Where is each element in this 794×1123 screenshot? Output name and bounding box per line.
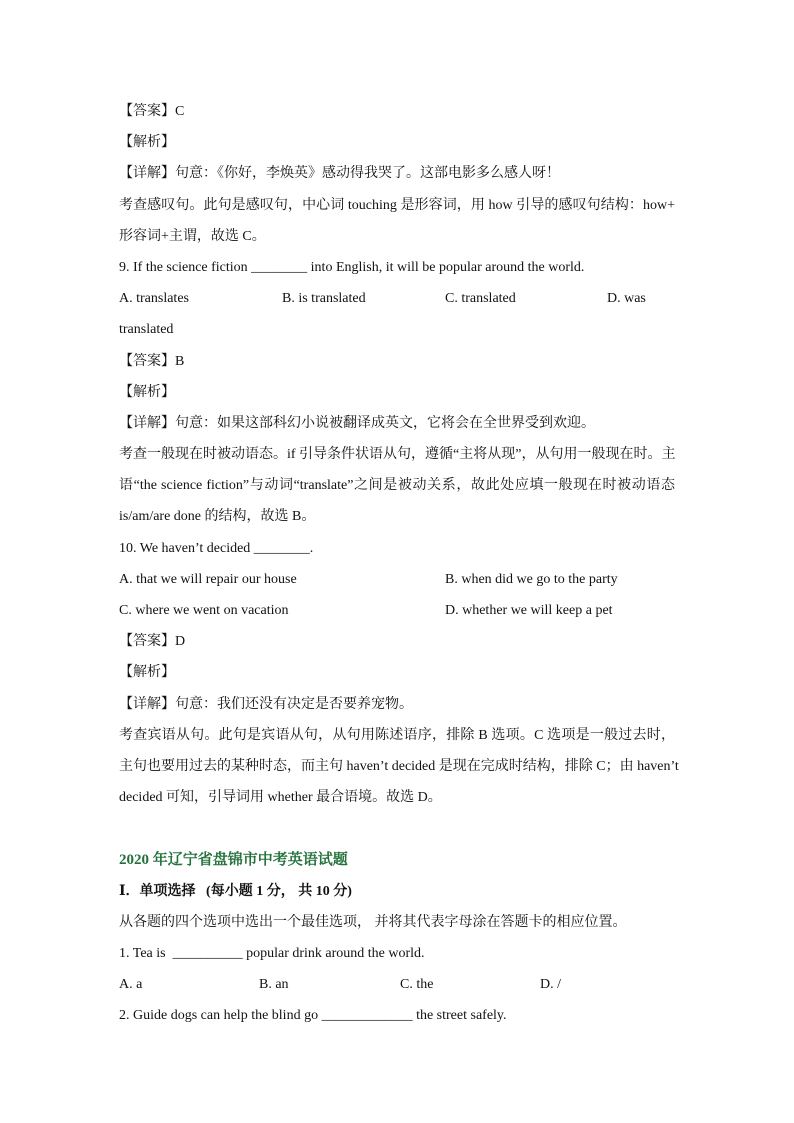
q8-explanation-line: 考查感叹句。此句是感叹句，中心词 touching 是形容词，用 how 引导的感叹句结构：how+ (119, 197, 675, 213)
q9-answer: 【答案】B (119, 353, 185, 369)
q9-analysis-label: 【解析】 (119, 384, 175, 400)
q9-option-d-continued: translated (119, 322, 174, 338)
q10-answer: 【答案】D (119, 634, 186, 650)
q10-options-row (119, 595, 794, 626)
q9-explanation-line: 语“the science fiction”与动词“translate”之间是被动关系，故此处应填一般现在时被动语态 (119, 478, 675, 494)
q9-option-c: C. translated (445, 291, 516, 307)
q10-option-c: C. where we went on vacation (119, 603, 289, 618)
q10-detail: 【详解】句意：我们还没有决定是否要养宠物。 (119, 696, 413, 712)
q1-option-c: C. the (400, 977, 434, 993)
q9-explanation-line: is/am/are done 的结构，故选 B。 (119, 509, 316, 525)
q1-option-b: B. an (259, 977, 289, 993)
q10-analysis-label: 【解析】 (119, 665, 175, 681)
q10-options-row (119, 564, 794, 595)
q8-analysis-label: 【解析】 (119, 135, 175, 151)
q10-option-b: B. when did we go to the party (445, 571, 618, 587)
section-instructions: 从各题的四个选项中选出一个最佳选项， 并将其代表字母涂在答题卡的相应位置。 (119, 914, 627, 930)
section-title: 2020 年辽宁省盘锦市中考英语试题 (119, 851, 348, 868)
q9-option-b: B. is translated (282, 291, 366, 307)
q10-explanation-line: decided 可知，引导词用 whether 最合语境。故选 D。 (119, 790, 442, 806)
q2-stem: 2. Guide dogs can help the blind go _____________ the street safely. (119, 1008, 507, 1024)
q1-option-d: D. / (540, 977, 561, 993)
q9-option-a: A. translates (119, 291, 189, 307)
q8-explanation-line: 形容词+主谓，故选 C。 (119, 228, 266, 244)
q1-option-a: A. a (119, 977, 143, 993)
q10-explanation-line: 主句也要用过去的某种时态，而主句 haven’t decided 是现在完成时结构，排除 C；由 haven’t (119, 758, 679, 774)
q10-option-d: D. whether we will keep a pet (445, 603, 613, 618)
section-heading: Ⅰ．单项选择 (每小题 1 分， 共 10 分) (119, 883, 352, 899)
q8-answer: 【答案】C (119, 104, 185, 119)
q9-detail: 【详解】句意：如果这部科幻小说被翻译成英文，它将会在全世界受到欢迎。 (119, 415, 595, 431)
q9-options-row (119, 283, 794, 314)
q8-detail: 【详解】句意：《你好，李焕英》感动得我哭了。这部电影多么感人呀！ (119, 166, 560, 182)
q9-explanation-line: 考查一般现在时被动语态。if 引导条件状语从句，遵循“主将从现”，从句用一般现在时。主 (119, 447, 676, 463)
q9-stem: 9. If the science fiction ________ into English, it will be popular around the world. (119, 259, 585, 275)
q1-stem: 1. Tea is __________ popular drink around the world. (119, 946, 425, 962)
q1-options-row (119, 969, 794, 1000)
paragraph-spacer (119, 813, 794, 844)
q10-explanation-line: 考查宾语从句。此句是宾语从句，从句用陈述语序，排除 B 选项。C 选项是一般过去时， (119, 727, 675, 743)
q10-option-a: A. that we will repair our house (119, 571, 297, 587)
q10-stem: 10. We haven’t decided ________. (119, 540, 314, 556)
q9-option-d: D. was (607, 291, 646, 307)
